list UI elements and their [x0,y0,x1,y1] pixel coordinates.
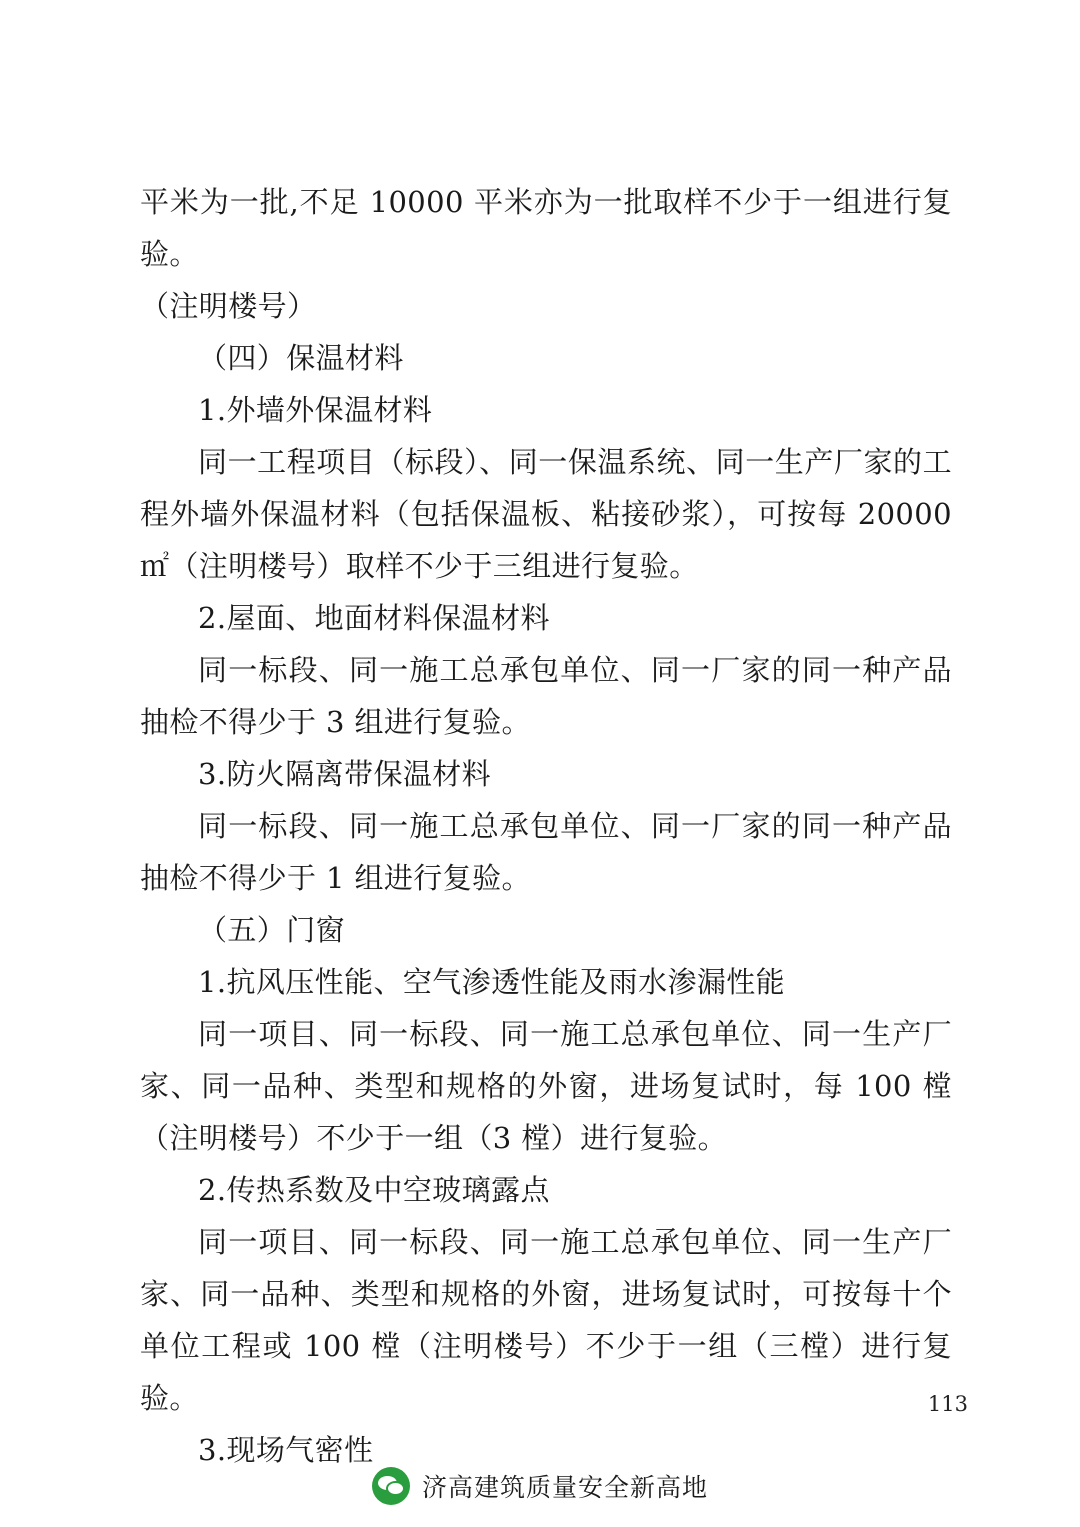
page-number: 113 [927,1392,968,1416]
paragraph: 同一项目、同一标段、同一施工总承包单位、同一生产厂家、同一品种、类型和规格的外窗，进场复试时，每 100 樘（注明楼号）不少于一组（3 樘）进行复验。 [140,1017,952,1155]
paragraph: 平米为一批,不足 10000 平米亦为一批取样不少于一组进行复验。 [140,185,952,271]
footer-text: 济高建筑质量安全新高地 [421,1473,708,1502]
paragraph-heading: 2.屋面、地面材料保温材料 [198,601,550,635]
paragraph: 同一项目、同一标段、同一施工总承包单位、同一生产厂家、同一品种、类型和规格的外窗，进场复试时，可按每十个单位工程或 100 樘（注明楼号）不少于一组（三樘）进行复验。 [140,1225,952,1415]
paragraph: 同一标段、同一施工总承包单位、同一厂家的同一种产品抽检不得少于 3 组进行复验。 [140,653,952,739]
footer-watermark [0,1467,1080,1505]
document-body [140,176,952,1476]
paragraph-heading: （四）保温材料 [198,341,404,375]
paragraph: （注明楼号） [140,289,317,323]
paragraph-heading: 3.现场气密性 [198,1433,374,1467]
paragraph-heading: 3.防火隔离带保温材料 [198,757,492,791]
paragraph-heading: （五）门窗 [198,913,346,947]
paragraph: 同一标段、同一施工总承包单位、同一厂家的同一种产品抽检不得少于 1 组进行复验。 [140,809,952,895]
paragraph-heading: 1.抗风压性能、空气渗透性能及雨水渗漏性能 [198,965,786,999]
paragraph-heading: 2.传热系数及中空玻璃露点 [198,1173,550,1207]
paragraph: 同一工程项目（标段）、同一保温系统、同一生产厂家的工程外墙外保温材料（包括保温板、粘接砂浆），可按每 20000㎡（注明楼号）取样不少于三组进行复验。 [140,445,952,583]
wechat-icon [372,1467,410,1505]
paragraph-heading: 1.外墙外保温材料 [198,393,433,427]
